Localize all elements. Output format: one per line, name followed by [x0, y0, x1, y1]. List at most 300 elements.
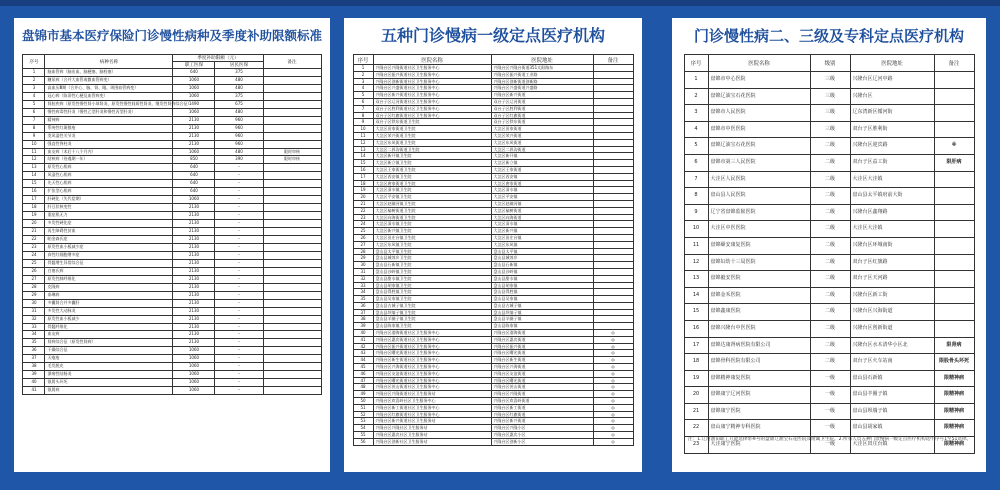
cell-name: 兴隆台区新工街道社区卫生服务中心: [373, 404, 491, 411]
cell-name: 真性红细胞增多症: [45, 251, 173, 259]
table-row: [684, 138, 974, 155]
cell-no: 33: [353, 282, 373, 289]
cell-resident: 375: [215, 92, 263, 100]
cell-note: ◎: [593, 377, 633, 384]
cell-name: 多发性大动脉炎: [45, 307, 173, 315]
cell-no: 16: [684, 320, 708, 337]
cell-addr: 盘山县城郊乡: [491, 255, 593, 262]
cell-level: 二级: [810, 354, 850, 371]
cell-no: 5: [353, 92, 373, 99]
table-row: [353, 336, 633, 343]
cell-name: 盘山县坝墙子镇卫生院: [373, 309, 491, 316]
cell-no: 45: [353, 364, 373, 371]
panel-title: 五种门诊慢病一级定点医疗机构: [380, 26, 605, 45]
cell-name: 大洼区田家街道卫生院: [373, 126, 491, 133]
cell-no: 30: [23, 299, 45, 307]
cell-no: 23: [353, 214, 373, 221]
table-row: [23, 259, 321, 267]
header-name: 医院名称: [708, 55, 810, 72]
cell-no: 18: [23, 204, 45, 212]
table-row: [23, 84, 321, 92]
cell-name: 兴隆台区新生街道社区卫生服务中心: [373, 357, 491, 364]
cell-note: ◎: [593, 404, 633, 411]
cell-note: [593, 153, 633, 160]
cell-note: [593, 221, 633, 228]
table-row: [23, 283, 321, 291]
cell-name: 盘锦市中医医院: [708, 121, 810, 138]
cell-addr: 兴隆台区新生街道: [491, 357, 593, 364]
cell-no: 3: [23, 84, 45, 92]
cell-no: 10: [353, 126, 373, 133]
cell-no: 13: [23, 164, 45, 172]
cell-name: 冠心病（陈旧性心梗及血管病变）: [45, 92, 173, 100]
cell-no: 22: [684, 420, 708, 437]
cell-note: [263, 371, 321, 379]
cell-no: 16: [23, 188, 45, 196]
table-row: [353, 187, 633, 194]
table-row: [684, 420, 974, 437]
table-row: [353, 323, 633, 330]
cell-resident: 960: [215, 124, 263, 132]
cell-worker: 640: [173, 164, 215, 172]
cell-name: 兴隆台区兴海街道社区卫生服务中心: [373, 364, 491, 371]
cell-name: 盘锦市第三人民医院: [708, 154, 810, 171]
cell-no: 39: [23, 371, 45, 379]
table-row: [23, 92, 321, 100]
cell-addr: 兴隆台区新兴街道: [491, 418, 593, 425]
cell-note: 限精神病: [934, 437, 974, 454]
cell-addr: 大洼区王家街道: [491, 166, 593, 173]
cell-level: 二级: [810, 154, 850, 171]
cell-worker: 2130: [173, 315, 215, 323]
cell-name: 系统性红斑狼疮: [45, 124, 173, 132]
cell-note: [593, 65, 633, 72]
cell-addr: 大洼区大洼镇: [850, 221, 934, 238]
cell-no: 14: [23, 172, 45, 180]
cell-addr: 兴隆台区曙光街道: [491, 350, 593, 357]
cell-addr: 兴隆台区创新街道: [850, 320, 934, 337]
table-row: [23, 355, 321, 363]
specialist-institution-table: [684, 54, 975, 454]
cell-note: [263, 236, 321, 244]
cell-resident: –: [215, 228, 263, 236]
cell-note: [593, 316, 633, 323]
cell-no: 29: [23, 291, 45, 299]
table-row: [353, 302, 633, 309]
cell-note: [263, 92, 321, 100]
cell-level: 一级: [810, 403, 850, 420]
cell-name: 盘锦鑫康医院: [708, 304, 810, 321]
cell-worker: 2130: [173, 291, 215, 299]
cell-resident: –: [215, 363, 263, 371]
cell-no: 11: [353, 132, 373, 139]
cell-name: 银屑头环死: [45, 379, 173, 387]
cell-note: ◎: [593, 364, 633, 371]
cell-level: 二级: [810, 171, 850, 188]
cell-name: 兴隆台区兴盛街道社区卫生服务中心: [373, 85, 491, 92]
cell-name: 兴隆台区惠宾社区卫生服务站: [373, 432, 491, 439]
cell-no: 18: [353, 180, 373, 187]
cell-addr: 大洼区新兴镇: [491, 228, 593, 235]
table-row: [353, 200, 633, 207]
cell-note: [593, 166, 633, 173]
cell-worker: 2130: [173, 236, 215, 244]
cell-addr: 兴隆台区兴海街道: [850, 304, 934, 321]
cell-no: 18: [684, 354, 708, 371]
cell-resident: –: [215, 212, 263, 220]
cell-name: 盘山康宁精神专科医院: [708, 420, 810, 437]
cell-note: [263, 299, 321, 307]
table-row: [23, 387, 321, 395]
cell-addr: 盘山县古城子镇: [491, 302, 593, 309]
table-row: [353, 404, 633, 411]
cell-worker: 850: [173, 156, 215, 164]
cell-addr: 大洼区田庄台镇: [850, 437, 934, 454]
table-row: [353, 425, 633, 432]
cell-name: 盘锦金禾医院: [708, 287, 810, 304]
cell-no: 5: [23, 100, 45, 108]
cell-addr: 兴隆台区友谊街道: [491, 370, 593, 377]
table-row: [353, 391, 633, 398]
cell-note: [934, 72, 974, 89]
table-row: [23, 172, 321, 180]
cell-addr: 大洼区东风镇: [491, 241, 593, 248]
table-row: [23, 339, 321, 347]
table-row: [23, 299, 321, 307]
cell-name: 大洼区中医医院: [708, 221, 810, 238]
cell-name: 大洼康宁医院: [708, 437, 810, 454]
cell-note: ◎: [593, 432, 633, 439]
cell-name: 重症肌无力: [45, 212, 173, 220]
table-row: [23, 371, 321, 379]
cell-name: 盘锦康宁辽河医院: [708, 387, 810, 404]
cell-no: 44: [353, 357, 373, 364]
table-row: [353, 214, 633, 221]
table-row: [353, 112, 633, 119]
cell-note: 限精神病: [934, 420, 974, 437]
table-row: [684, 72, 974, 89]
cell-addr: 大洼区向海街道: [491, 214, 593, 221]
table-row: [684, 287, 974, 304]
cell-no: 14: [684, 287, 708, 304]
cell-name: 兴隆台区红旗街道社区卫生服务中心: [373, 411, 491, 418]
cell-name: 泰琳病: [45, 291, 173, 299]
table-row: [23, 236, 321, 244]
cell-name: 先天性心肌病: [45, 180, 173, 188]
cell-name: 血友病: [45, 331, 173, 339]
cell-name: 辽宁省盘锦监狱医院: [708, 204, 810, 221]
cell-addr: 兴隆台区: [850, 88, 934, 105]
cell-name: 盘山县得胜镇卫生院: [373, 289, 491, 296]
cell-note: [593, 289, 633, 296]
table-row: [23, 156, 321, 164]
cell-note: [263, 387, 321, 395]
specialist-institution-panel: [672, 18, 986, 472]
cell-no: 9: [353, 119, 373, 126]
cell-name: 盘山县城郊乡卫生院: [373, 255, 491, 262]
cell-no: 12: [684, 254, 708, 271]
cell-note: [593, 139, 633, 146]
cell-no: 52: [353, 411, 373, 418]
table-row: [684, 188, 974, 205]
cell-worker: 1060: [173, 387, 215, 395]
table-row: [684, 237, 974, 254]
cell-addr: 兴隆台区兴海街道: [491, 364, 593, 371]
cell-worker: 1060: [173, 148, 215, 156]
cell-note: [593, 132, 633, 139]
cell-addr: 盘山县得胜镇: [491, 289, 593, 296]
table-row: [23, 108, 321, 116]
cell-name: 大洼区新兴镇卫生院: [373, 228, 491, 235]
header-note: 备注: [934, 55, 974, 72]
cell-no: 23: [23, 243, 45, 251]
table-row: [23, 116, 321, 124]
table-row: [23, 188, 321, 196]
cell-no: 9: [23, 132, 45, 140]
cell-no: 15: [23, 180, 45, 188]
cell-note: [934, 237, 974, 254]
cell-note: [263, 116, 321, 124]
cell-note: [263, 132, 321, 140]
cell-name: 天疱疮: [45, 355, 173, 363]
cell-name: 大洼区东风镇卫生院: [373, 241, 491, 248]
cell-worker: 2130: [173, 124, 215, 132]
panel-title: 盘锦市基本医疗保险门诊慢性病种及季度补助限额标准: [21, 28, 322, 43]
cell-note: [263, 259, 321, 267]
cell-note: [593, 71, 633, 78]
cell-no: 1: [684, 72, 708, 89]
cell-note: [593, 302, 633, 309]
cell-note: ◎: [593, 411, 633, 418]
table-row: [353, 180, 633, 187]
cell-worker: 1060: [173, 92, 215, 100]
table-row: [23, 347, 321, 355]
cell-no: 7: [684, 171, 708, 188]
cell-no: 33: [23, 323, 45, 331]
cell-resident: –: [215, 196, 263, 204]
cell-no: 24: [23, 251, 45, 259]
cell-name: 克隆病: [45, 283, 173, 291]
cell-note: ◎: [593, 336, 633, 343]
cell-name: 盘锦市中心医院: [708, 72, 810, 89]
cell-note: [263, 379, 321, 387]
table-row: [353, 241, 633, 248]
cell-worker: 1060: [173, 196, 215, 204]
cell-addr: 大洼区东风街道: [491, 139, 593, 146]
cell-no: 15: [353, 160, 373, 167]
header-name: 医院名称: [373, 55, 491, 65]
header-note: 备注: [593, 55, 633, 65]
table-row: [353, 126, 633, 133]
table-row: [684, 105, 974, 122]
cell-name: 兴隆台区茨山街道社区卫生服务中心: [373, 384, 491, 391]
cell-note: [593, 112, 633, 119]
cell-addr: 双台子区火车站南: [850, 354, 934, 371]
cell-name: 大洼区田庄台镇卫生院: [373, 234, 491, 241]
cell-worker: 1060: [173, 371, 215, 379]
cell-no: 51: [353, 404, 373, 411]
table-row: [23, 323, 321, 331]
cell-addr: 兴隆台区兴隆小区: [491, 425, 593, 432]
cell-note: [263, 204, 321, 212]
cell-note: [263, 220, 321, 228]
cell-resident: –: [215, 307, 263, 315]
cell-worker: 1060: [173, 76, 215, 84]
cell-resident: –: [215, 331, 263, 339]
cell-addr: 双台子区红旗街道: [491, 112, 593, 119]
table-row: [684, 221, 974, 238]
cell-note: [593, 296, 633, 303]
cell-worker: 2130: [173, 116, 215, 124]
footnote: 注：1.辽河油田职工只能选择带※号的盘锦辽油宝石花医院及附属卫生院。2.所有人员五种门诊慢病一级定点医疗机构选中序号1至51选择。: [688, 437, 972, 442]
table-row: [23, 148, 321, 156]
cell-addr: 盘山县胡家镇: [491, 282, 593, 289]
cell-no: 53: [353, 418, 373, 425]
cell-no: 1: [23, 69, 45, 77]
cell-note: [263, 331, 321, 339]
header-name: 病种名称: [45, 55, 173, 69]
cell-worker: 1060: [173, 355, 215, 363]
cell-name: 大洼区向海街道卫生院: [373, 214, 491, 221]
cell-addr: 大洼区田庄台镇: [491, 234, 593, 241]
cell-note: [593, 200, 633, 207]
cell-addr: 盘山县沙岭镇: [491, 268, 593, 275]
cell-name: 肾病综合征（原发性肾病）: [45, 339, 173, 347]
cell-level: 一级: [810, 370, 850, 387]
table-row: [353, 105, 633, 112]
header-note: 备注: [263, 55, 321, 69]
cell-addr: 盘山县甜水镇: [491, 275, 593, 282]
cell-name: 骨髓纤维化: [45, 323, 173, 331]
cell-name: 兴隆台区振兴街道社区卫生服务中心: [373, 343, 491, 350]
cell-no: 26: [353, 234, 373, 241]
table-row: [353, 146, 633, 153]
header-level: 级别: [810, 55, 850, 72]
cell-no: 2: [23, 76, 45, 84]
cell-level: 二级: [810, 304, 850, 321]
table-row: [684, 320, 974, 337]
cell-name: 扩张型心肌病: [45, 188, 173, 196]
cell-name: 盘山县太平镇卫生院: [373, 248, 491, 255]
table-row: [353, 316, 633, 323]
cell-note: [593, 78, 633, 85]
cell-worker: 1060: [173, 347, 215, 355]
table-row: [23, 363, 321, 371]
cell-level: 二级: [810, 287, 850, 304]
table-row: [684, 254, 974, 271]
cell-name: 大洼区二界沟街道卫生院: [373, 146, 491, 153]
cell-addr: 兴隆台区鑫翔路: [850, 204, 934, 221]
table-row: [353, 173, 633, 180]
cell-note: [934, 88, 974, 105]
cell-no: 6: [353, 98, 373, 105]
cell-addr: 盘山县羊圈子镇: [850, 387, 934, 404]
cell-note: 限时审核: [263, 148, 321, 156]
cell-note: [263, 307, 321, 315]
cell-resident: –: [215, 259, 263, 267]
cell-name: 银屑病: [45, 387, 173, 395]
table-row: [353, 228, 633, 235]
cell-name: 风湿性心肌病: [45, 172, 173, 180]
cell-addr: 兴隆台区振兴街道: [491, 343, 593, 350]
cell-note: [593, 275, 633, 282]
cell-level: 二级: [810, 254, 850, 271]
header-no: 序号: [23, 55, 45, 69]
cell-name: 盘山县甜水镇卫生院: [373, 275, 491, 282]
cell-no: 8: [353, 112, 373, 119]
cell-worker: 640: [173, 180, 215, 188]
cell-note: [263, 84, 321, 92]
primary-institution-table: [353, 54, 634, 446]
cell-note: [934, 221, 974, 238]
cell-no: 3: [353, 78, 373, 85]
cell-worker: 2130: [173, 307, 215, 315]
cell-addr: 兴隆台区惠宾街道: [491, 336, 593, 343]
cell-worker: 640: [173, 188, 215, 196]
cell-note: [263, 188, 321, 196]
cell-worker: 1060: [173, 379, 215, 387]
cell-addr: 大洼区平安镇: [491, 194, 593, 201]
cell-no: 37: [353, 309, 373, 316]
cell-addr: 兴隆台区新工街道: [491, 404, 593, 411]
cell-note: ◎: [593, 418, 633, 425]
cell-no: 5: [684, 138, 708, 155]
cell-name: 大洼区清水镇卫生院: [373, 187, 491, 194]
cell-level: 三级: [810, 105, 850, 122]
cell-note: [934, 171, 974, 188]
table-row: [353, 343, 633, 350]
header-addr: 医院地址: [491, 55, 593, 65]
cell-note: [263, 347, 321, 355]
cell-resident: –: [215, 347, 263, 355]
cell-resident: –: [215, 220, 263, 228]
cell-name: 盘锦达康肾病医院有限公司: [708, 337, 810, 354]
table-row: [353, 78, 633, 85]
cell-resident: –: [215, 236, 263, 244]
cell-no: 16: [353, 166, 373, 173]
cell-no: 12: [353, 139, 373, 146]
cell-note: [263, 228, 321, 236]
cell-no: 34: [353, 289, 373, 296]
cell-worker: 2130: [173, 212, 215, 220]
cell-name: 盘山县羊圈子镇卫生院: [373, 316, 491, 323]
cell-addr: 兴隆台区振兴街道工业路: [491, 71, 593, 78]
cell-name: 盘锦颐安康复医院: [708, 237, 810, 254]
cell-note: [263, 100, 321, 108]
cell-note: ◎: [593, 391, 633, 398]
cell-name: 双台子区胜利街道社区卫生服务中心: [373, 105, 491, 112]
cell-note: 限肝病: [934, 154, 974, 171]
cell-no: 21: [684, 403, 708, 420]
cell-no: 27: [23, 275, 45, 283]
table-row: [353, 330, 633, 337]
cell-level: 二级: [810, 204, 850, 221]
cell-note: 限精神病: [934, 370, 974, 387]
cell-level: 一级: [810, 387, 850, 404]
cell-no: 43: [353, 350, 373, 357]
table-row: [23, 196, 321, 204]
cell-addr: 兴隆台区创新小区: [491, 438, 593, 445]
table-row: [353, 282, 633, 289]
cell-name: 再生障碍性贫血: [45, 228, 173, 236]
cell-note: [593, 98, 633, 105]
cell-name: 盘锦毅安医院: [708, 271, 810, 288]
cell-name: 大洼区新开镇卫生院: [373, 153, 491, 160]
cell-worker: 2130: [173, 132, 215, 140]
cell-name: 盘锦康宁医院: [708, 403, 810, 420]
cell-no: 24: [353, 221, 373, 228]
cell-note: [593, 146, 633, 153]
